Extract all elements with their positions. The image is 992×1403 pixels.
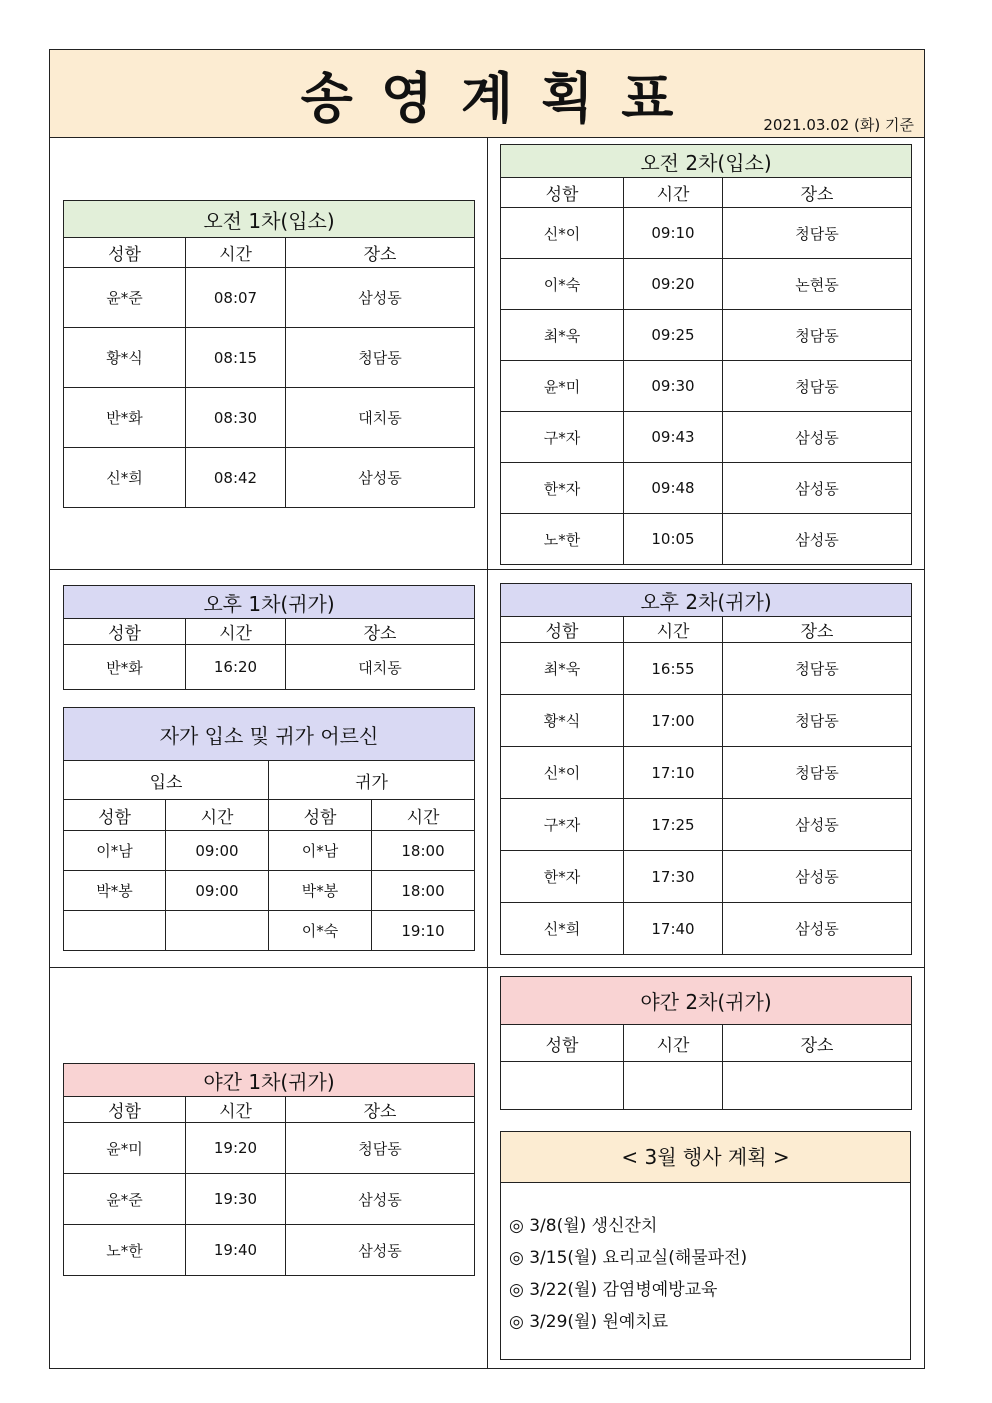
table-row	[64, 328, 475, 388]
cell-place: 삼성동	[723, 799, 912, 851]
row-divider	[49, 967, 925, 968]
cell-time: 08:07	[186, 268, 286, 328]
cell-time: 09:30	[624, 361, 723, 412]
cell-place: 청담동	[723, 208, 912, 259]
cell-place: 청담동	[286, 328, 475, 388]
table-row	[64, 268, 475, 328]
cell-name	[64, 911, 166, 951]
cell-place: 청담동	[723, 361, 912, 412]
cell-place: 청담동	[723, 747, 912, 799]
group-header-return: 귀가	[269, 761, 475, 800]
table-row	[501, 259, 912, 310]
cell-place: 삼성동	[286, 268, 475, 328]
cell-place: 삼성동	[723, 851, 912, 903]
table-row	[501, 208, 912, 259]
cell-name: 반*화	[64, 645, 186, 690]
cell-name: 구*자	[501, 412, 624, 463]
row-divider	[49, 569, 925, 570]
cell-name: 노*한	[64, 1225, 186, 1276]
cell-place: 삼성동	[286, 1225, 475, 1276]
cell-name: 신*희	[501, 903, 624, 955]
cell-time: 17:25	[624, 799, 723, 851]
table-row	[64, 871, 475, 911]
table-row	[501, 799, 912, 851]
col-header-place: 장소	[723, 178, 912, 208]
cell-name: 신*이	[501, 747, 624, 799]
col-header-time: 시간	[624, 1025, 723, 1062]
morning1-table	[63, 200, 475, 508]
self-caption: 자가 입소 및 귀가 어르신	[64, 708, 475, 761]
cell-place: 삼성동	[286, 448, 475, 508]
list-item: ◎ 3/8(월) 생신잔치	[509, 1216, 658, 1236]
cell-name: 최*욱	[501, 310, 624, 361]
base-date: 2021.03.02 (화) 기준	[763, 116, 914, 134]
cell-time: 17:40	[624, 903, 723, 955]
cell-name: 이*숙	[501, 259, 624, 310]
cell-name: 박*봉	[269, 871, 372, 911]
afternoon2-table	[500, 583, 912, 955]
table-row	[64, 1123, 475, 1174]
cell-name: 신*이	[501, 208, 624, 259]
table-row	[501, 514, 912, 565]
col-header-time: 시간	[186, 1097, 286, 1123]
cell-name: 황*식	[64, 328, 186, 388]
cell-name: 노*한	[501, 514, 624, 565]
page-title: 송영계획표	[300, 67, 702, 130]
col-header-name: 성함	[501, 617, 624, 643]
cell-time: 19:10	[372, 911, 475, 951]
cell-place: 대치동	[286, 645, 475, 690]
col-header-time: 시간	[186, 238, 286, 268]
cell-time: 08:30	[186, 388, 286, 448]
table-row	[501, 463, 912, 514]
table-row	[64, 911, 475, 951]
morning1-caption: 오전 1차(입소)	[64, 201, 475, 238]
cell-name: 한*자	[501, 463, 624, 514]
cell-time: 09:43	[624, 412, 723, 463]
cell-name: 윤*미	[501, 361, 624, 412]
col-header-place: 장소	[286, 1097, 475, 1123]
col-header-name: 성함	[501, 1025, 624, 1062]
cell-time: 19:30	[186, 1174, 286, 1225]
cell-place: 삼성동	[723, 903, 912, 955]
cell-time: 08:15	[186, 328, 286, 388]
col-header-place: 장소	[723, 1025, 912, 1062]
column-divider	[487, 137, 488, 1369]
table-row	[501, 643, 912, 695]
morning2-table	[500, 144, 912, 565]
col-header-time: 시간	[186, 619, 286, 645]
table-row	[501, 361, 912, 412]
cell-name: 구*자	[501, 799, 624, 851]
table-row	[501, 1062, 912, 1110]
cell-name: 한*자	[501, 851, 624, 903]
col-header-time: 시간	[624, 178, 723, 208]
table-row	[64, 388, 475, 448]
cell-place: 청담동	[723, 643, 912, 695]
cell-name	[501, 1062, 624, 1110]
cell-time: 09:10	[624, 208, 723, 259]
cell-place: 삼성동	[723, 412, 912, 463]
cell-name: 박*봉	[64, 871, 166, 911]
cell-time: 08:42	[186, 448, 286, 508]
cell-time	[166, 911, 269, 951]
col-header-name: 성함	[269, 800, 372, 831]
cell-time: 10:05	[624, 514, 723, 565]
events-title: < 3월 행사 계획 >	[501, 1132, 910, 1183]
cell-name: 이*숙	[269, 911, 372, 951]
cell-name: 윤*준	[64, 1174, 186, 1225]
table-row	[501, 851, 912, 903]
cell-place: 청담동	[723, 695, 912, 747]
cell-name: 이*남	[269, 831, 372, 871]
col-header-time: 시간	[372, 800, 475, 831]
cell-time: 09:48	[624, 463, 723, 514]
night2-table	[500, 976, 912, 1110]
list-item: ◎ 3/15(월) 요리교실(해물파전)	[509, 1248, 748, 1268]
night1-caption: 야간 1차(귀가)	[64, 1064, 475, 1097]
page-header	[49, 49, 925, 138]
cell-time: 16:20	[186, 645, 286, 690]
cell-name: 윤*미	[64, 1123, 186, 1174]
cell-place: 대치동	[286, 388, 475, 448]
cell-time: 16:55	[624, 643, 723, 695]
col-header-time: 시간	[624, 617, 723, 643]
table-row	[64, 1225, 475, 1276]
cell-time: 09:00	[166, 831, 269, 871]
cell-place: 삼성동	[723, 514, 912, 565]
cell-name: 신*희	[64, 448, 186, 508]
table-row	[501, 747, 912, 799]
cell-place: 삼성동	[286, 1174, 475, 1225]
table-row	[501, 903, 912, 955]
col-header-place: 장소	[286, 619, 475, 645]
cell-time: 09:00	[166, 871, 269, 911]
col-header-name: 성함	[64, 238, 186, 268]
cell-name: 황*식	[501, 695, 624, 747]
cell-time: 09:25	[624, 310, 723, 361]
list-item: ◎ 3/22(월) 감염병예방교육	[509, 1280, 718, 1300]
night1-table	[63, 1063, 475, 1276]
table-row	[501, 310, 912, 361]
col-header-place: 장소	[723, 617, 912, 643]
cell-place: 청담동	[723, 310, 912, 361]
table-row	[501, 695, 912, 747]
col-header-time: 시간	[166, 800, 269, 831]
cell-place: 삼성동	[723, 463, 912, 514]
table-row	[64, 448, 475, 508]
cell-time: 19:20	[186, 1123, 286, 1174]
afternoon1-caption: 오후 1차(귀가)	[64, 586, 475, 619]
table-row	[64, 645, 475, 690]
cell-place: 논현동	[723, 259, 912, 310]
cell-time: 19:40	[186, 1225, 286, 1276]
morning2-caption: 오전 2차(입소)	[501, 145, 912, 178]
cell-time: 18:00	[372, 831, 475, 871]
events-box	[500, 1131, 911, 1360]
cell-name: 윤*준	[64, 268, 186, 328]
afternoon2-caption: 오후 2차(귀가)	[501, 584, 912, 617]
night2-caption: 야간 2차(귀가)	[501, 977, 912, 1025]
cell-name: 반*화	[64, 388, 186, 448]
cell-time	[624, 1062, 723, 1110]
cell-name: 최*욱	[501, 643, 624, 695]
self-transport-table	[63, 707, 475, 951]
cell-time: 17:00	[624, 695, 723, 747]
cell-place	[723, 1062, 912, 1110]
col-header-name: 성함	[64, 800, 166, 831]
afternoon1-table	[63, 585, 475, 690]
cell-name: 이*남	[64, 831, 166, 871]
cell-time: 18:00	[372, 871, 475, 911]
cell-time: 17:10	[624, 747, 723, 799]
cell-time: 17:30	[624, 851, 723, 903]
col-header-name: 성함	[501, 178, 624, 208]
table-row	[64, 1174, 475, 1225]
events-list	[509, 1210, 747, 1338]
table-row	[501, 412, 912, 463]
cell-time: 09:20	[624, 259, 723, 310]
col-header-name: 성함	[64, 619, 186, 645]
list-item: ◎ 3/29(월) 원예치료	[509, 1312, 669, 1332]
table-row	[64, 831, 475, 871]
col-header-name: 성함	[64, 1097, 186, 1123]
cell-place: 청담동	[286, 1123, 475, 1174]
col-header-place: 장소	[286, 238, 475, 268]
group-header-arrival: 입소	[64, 761, 269, 800]
